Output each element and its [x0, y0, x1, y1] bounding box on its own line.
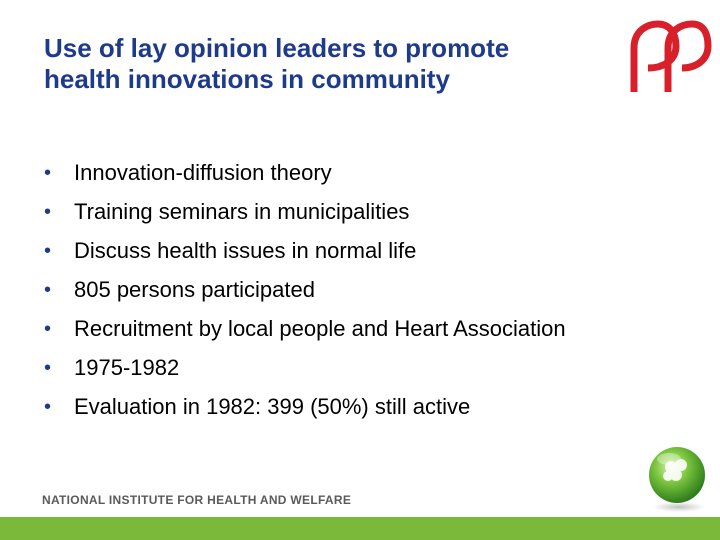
bullet-item: [44, 313, 704, 352]
heart-association-logo-icon: [628, 20, 712, 96]
bullet-item: [44, 157, 704, 196]
bullet-item: [44, 196, 704, 235]
bullet-dot: •: [44, 357, 52, 379]
bullet-dot: •: [44, 201, 52, 223]
bullet-dot: •: [44, 240, 52, 262]
bullet-dot: •: [44, 396, 52, 418]
bullet-dot: •: [44, 318, 52, 340]
bullet-text: Recruitment by local people and Heart Association: [74, 316, 566, 341]
bullet-text: 1975-1982: [74, 355, 180, 380]
green-globe-logo-icon: [641, 441, 713, 513]
bullet-item: [44, 352, 704, 391]
bullet-text: 805 persons participated: [74, 277, 315, 302]
footer-organization-name: NATIONAL INSTITUTE FOR HEALTH AND WELFARE: [42, 493, 352, 507]
title-line-1: Use of lay opinion leaders to promote: [44, 33, 510, 63]
bullet-text: Training seminars in municipalities: [74, 199, 410, 224]
footer-green-bar: [0, 517, 720, 540]
bullet-item: [44, 235, 704, 274]
bullet-dot: •: [44, 162, 52, 184]
bullet-item: [44, 391, 704, 430]
bullet-item: [44, 274, 704, 313]
slide-title: [44, 33, 624, 95]
bullet-text: Evaluation in 1982: 399 (50%) still active: [74, 394, 471, 419]
bullet-dot: •: [44, 279, 52, 301]
bullet-text: Discuss health issues in normal life: [74, 238, 417, 263]
title-line-2: health innovations in community: [44, 64, 450, 94]
bullet-text: Innovation-diffusion theory: [74, 160, 332, 185]
bullet-list: [44, 157, 704, 430]
